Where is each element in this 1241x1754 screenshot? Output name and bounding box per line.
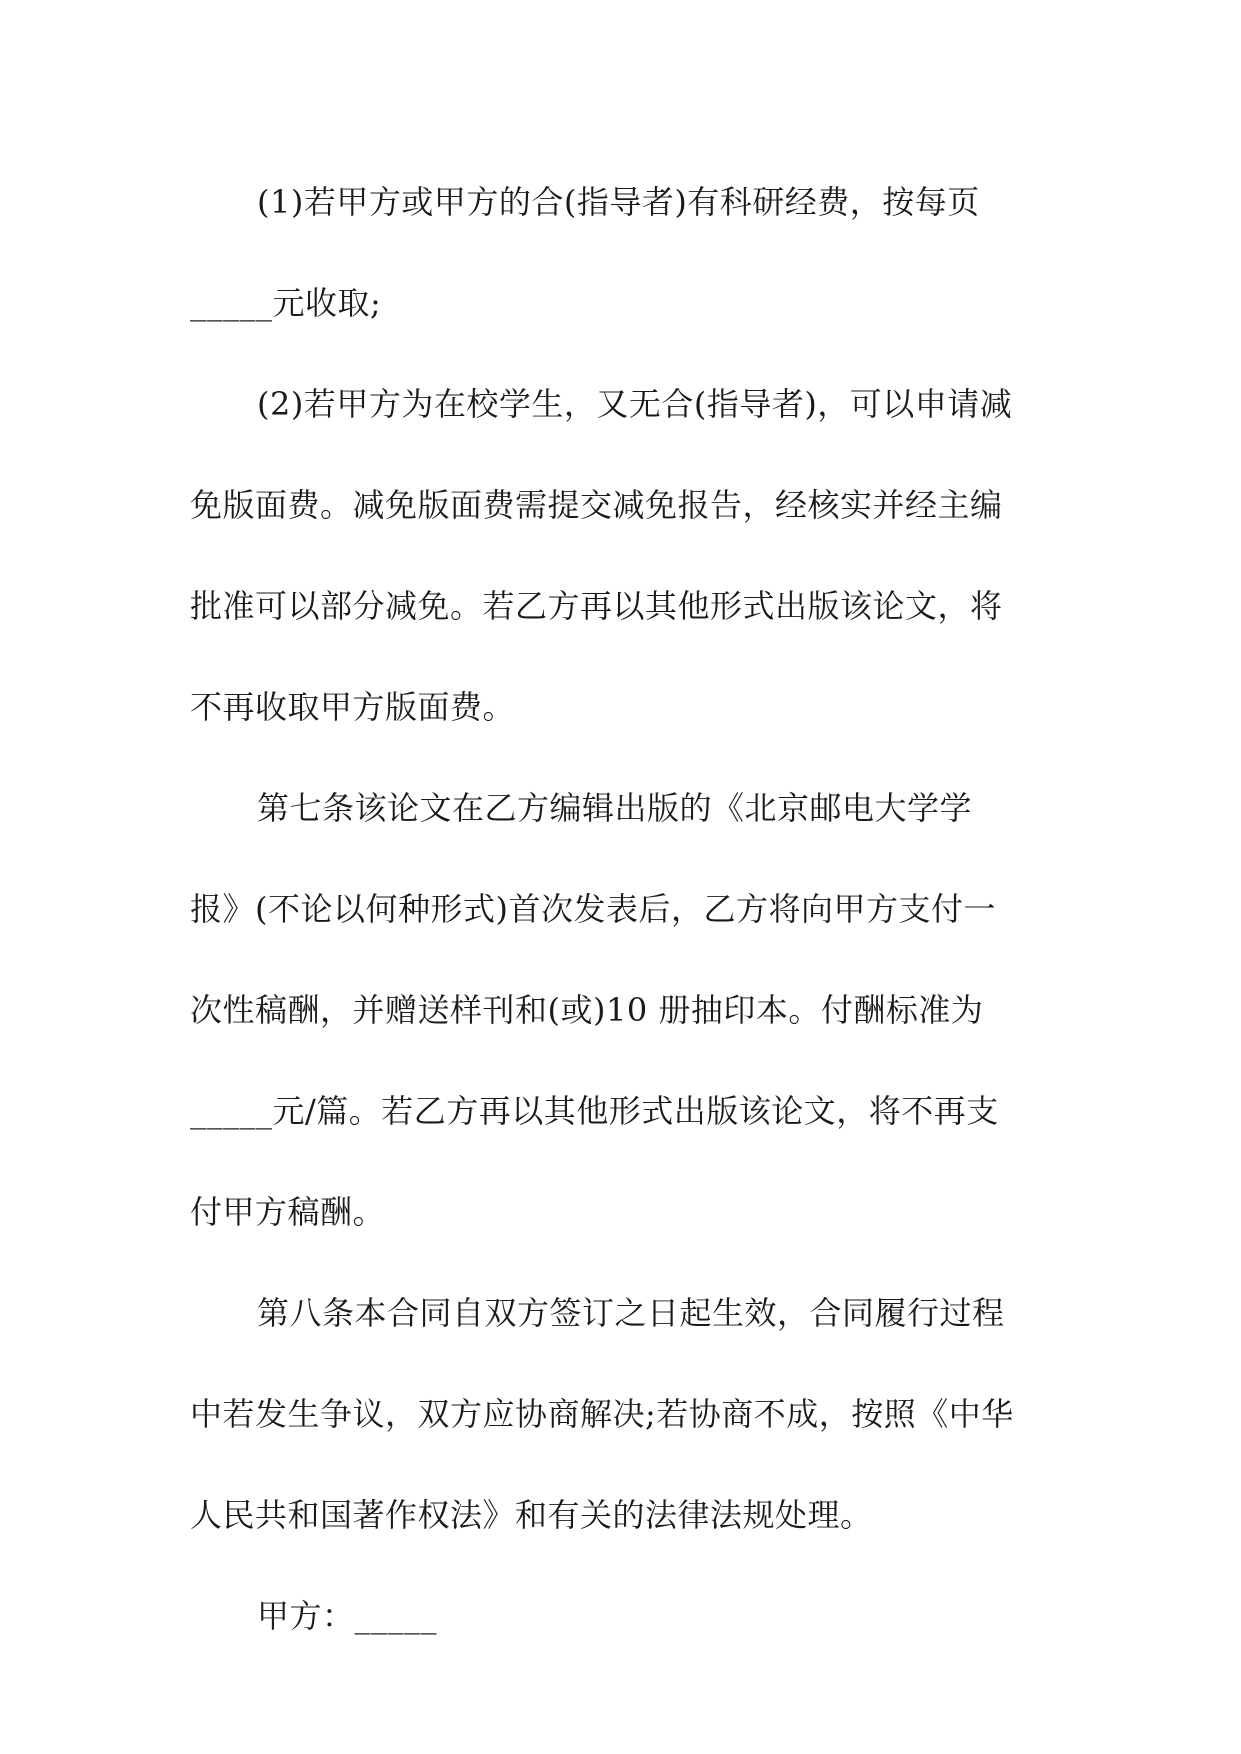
clause-7-line-3: 次性稿酬，并赠送样刊和(或)10 册抽印本。付酬标准为: [190, 991, 984, 1029]
clause-6-item-2-line-4: 不再收取甲方版面费。: [190, 688, 516, 726]
clause-8-line-3: 人民共和国著作权法》和有关的法律法规处理。: [190, 1496, 873, 1534]
clause-8-line-2: 中若发生争议，双方应协商解决;若协商不成，按照《中华: [190, 1395, 1014, 1433]
clause-7-line-4: _____元/篇。若乙方再以其他形式出版该论文，将不再支: [190, 1092, 999, 1130]
clause-7-line-5: 付甲方稿酬。: [190, 1193, 386, 1231]
clause-6-item-1-line-1: (1)若甲方或甲方的合(指导者)有科研经费，按每页: [257, 183, 980, 221]
clause-7-line-1: 第七条该论文在乙方编辑出版的《北京邮电大学学: [257, 789, 973, 827]
party-a-signature-line: 甲方：_____: [257, 1597, 438, 1635]
clause-8-line-1: 第八条本合同自双方签订之日起生效，合同履行过程: [257, 1294, 1005, 1332]
clause-6-item-2-line-1: (2)若甲方为在校学生，又无合(指导者)，可以申请减: [257, 385, 1013, 423]
clause-7-line-2: 报》(不论以何种形式)首次发表后，乙方将向甲方支付一: [190, 890, 996, 928]
clause-6-item-2-line-3: 批准可以部分减免。若乙方再以其他形式出版该论文，将: [190, 587, 1003, 625]
clause-6-item-1-line-2: _____元收取;: [190, 284, 382, 322]
clause-6-item-2-line-2: 免版面费。减免版面费需提交减免报告，经核实并经主编: [190, 486, 1003, 524]
